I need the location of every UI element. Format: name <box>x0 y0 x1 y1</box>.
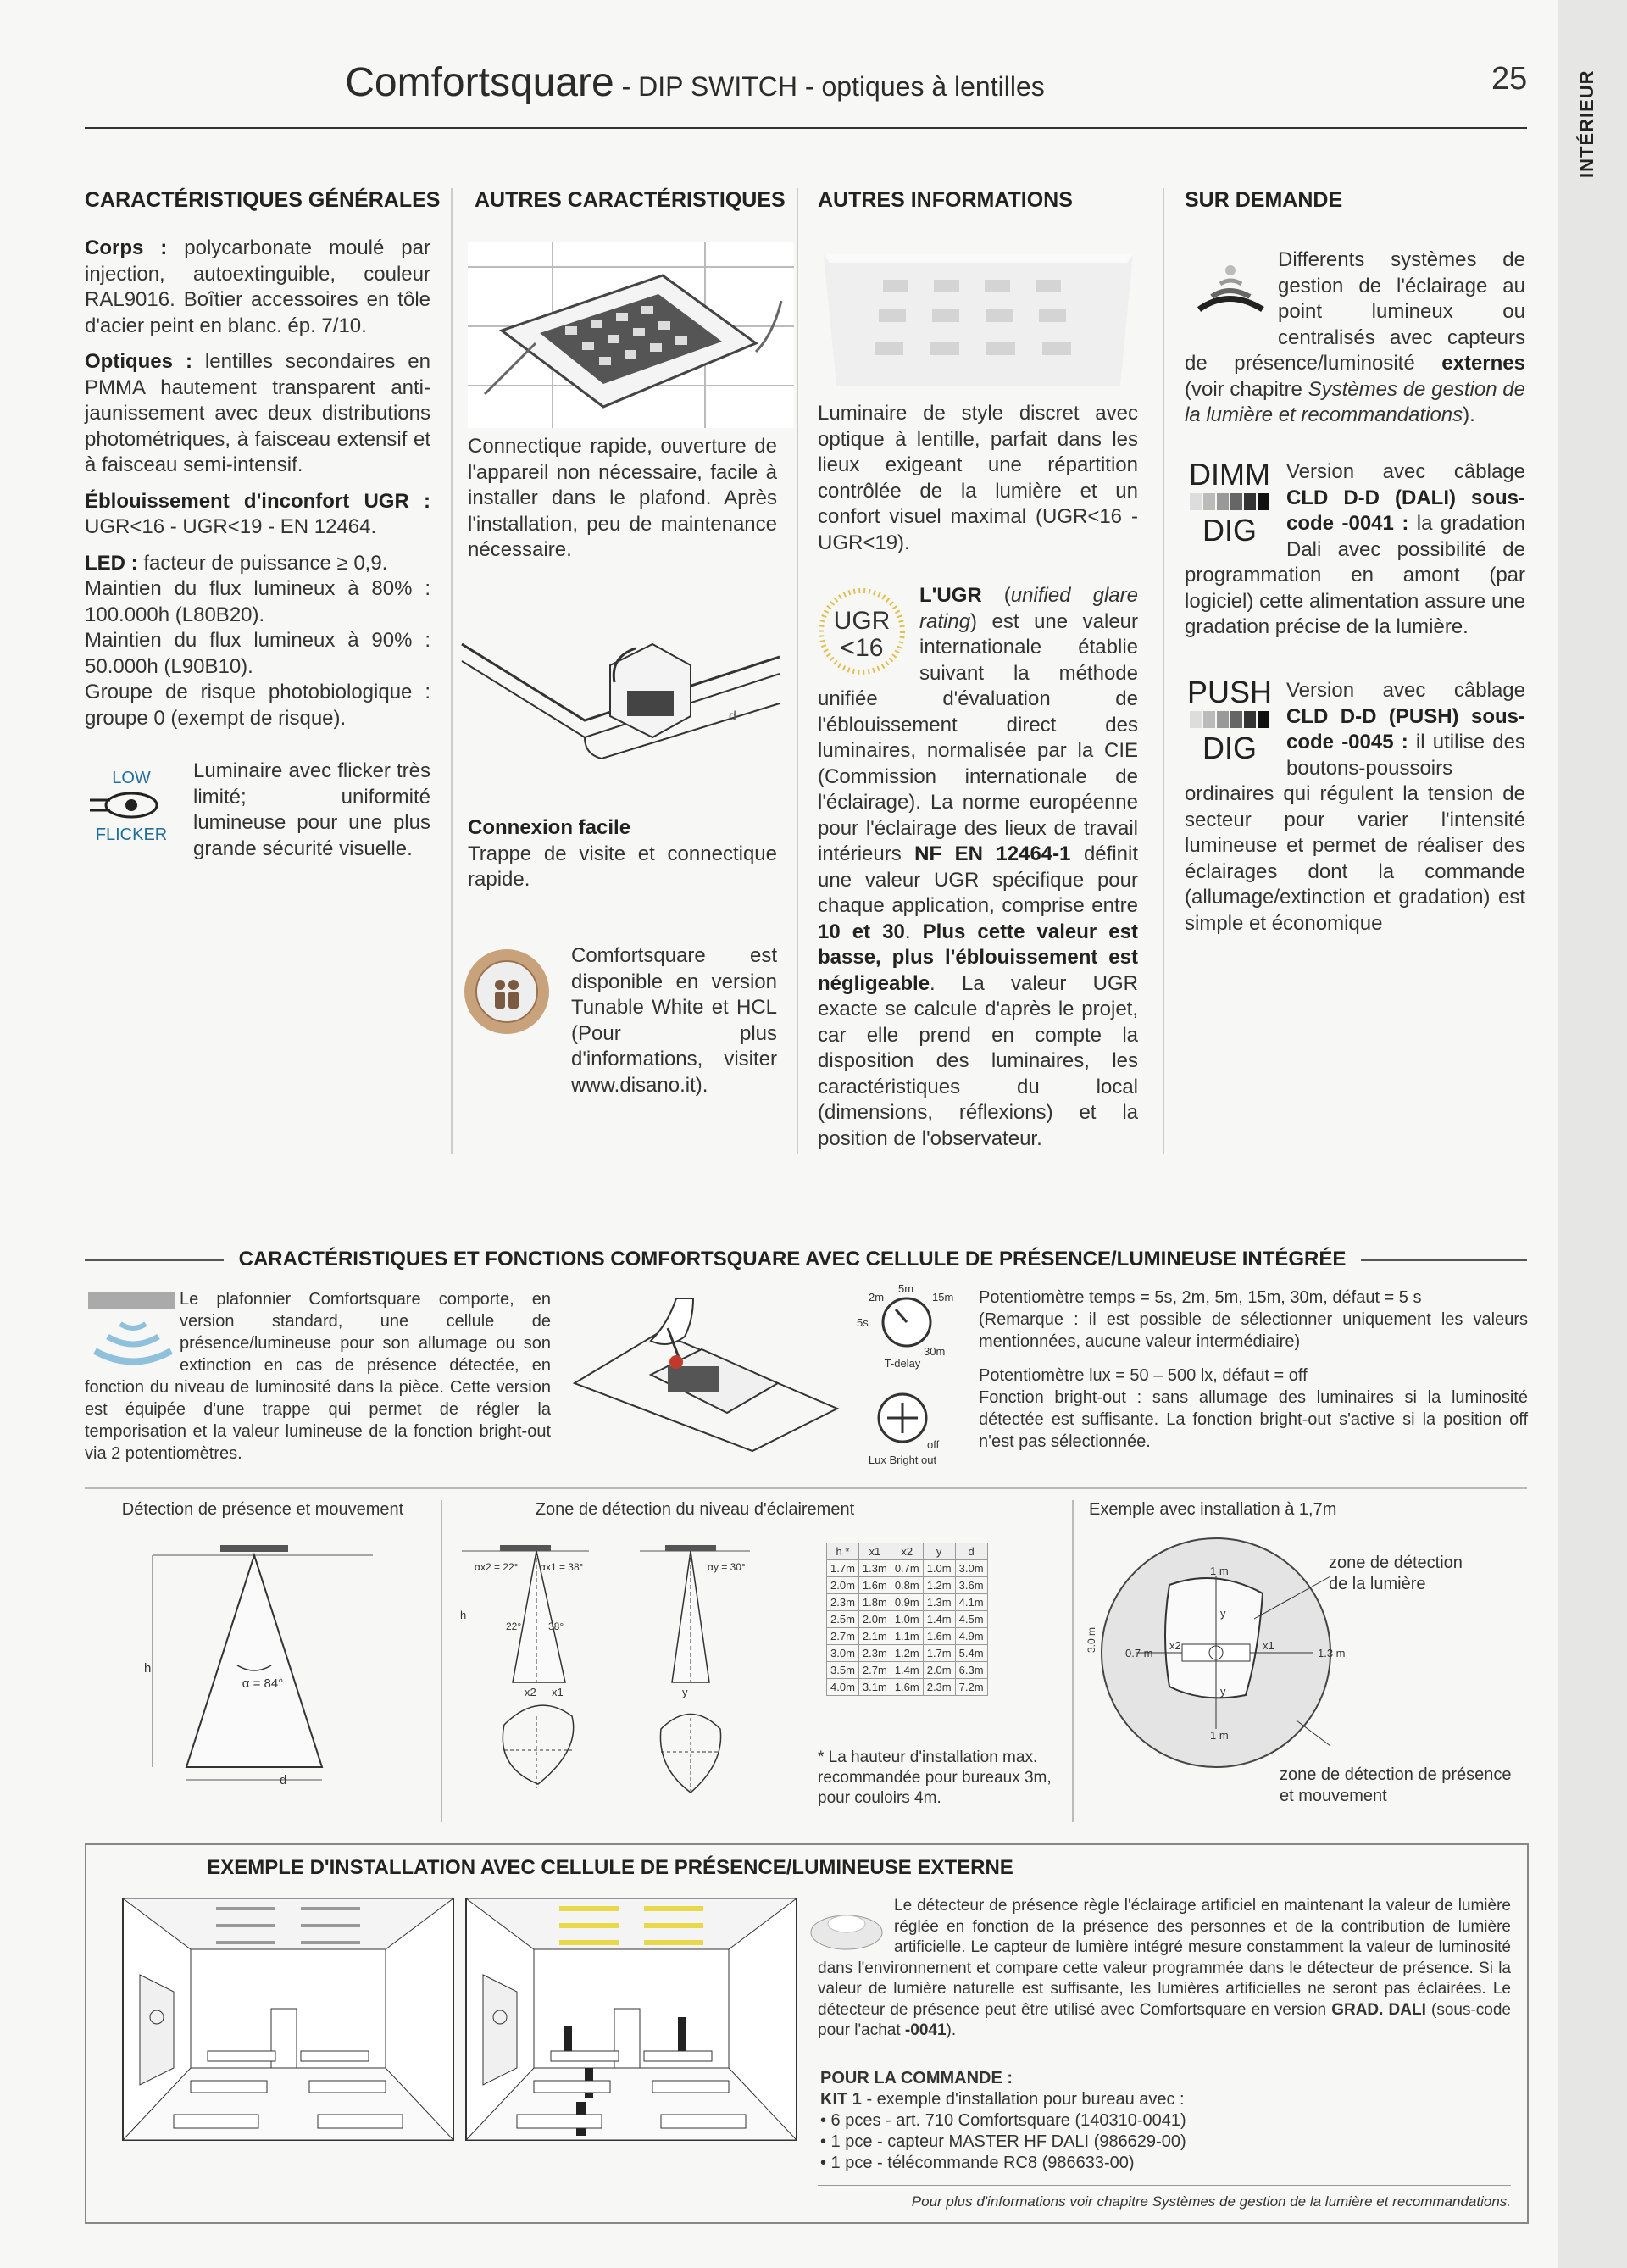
table-cell: 4.1m <box>955 1594 987 1611</box>
table-cell: 3.6m <box>955 1577 987 1594</box>
table-cell: 2.5m <box>827 1611 859 1628</box>
table-header-cell: y <box>923 1543 955 1560</box>
section2-intro: Le plafonnier Comfortsquare comporte, en version standard, une cellule de présence/lumineuse pour son allumage ou son extinction en cas de présence détectée, en fonction du niveau de luminosité dans la pièce. Cette version est équipée d'une trappe qui permet de régler la temporisation et la valeur lumineuse de la fonction bright-out via 2 potentiomètres. <box>85 1290 551 1463</box>
ugr-explanation: L'UGR (unified glare rating) est une valeur internationale établie suivant la méthode unifiée d'évaluation de l'éblouissement direct des luminaires, normalisée par la CIE (Commission internationale de l'éclairage). La norme européenne pour l'éclairage des lieux de travail intérieurs NF EN 12464-1 définit une valeur UGR spécifique pour chaque application, comprise entre 10 et 30. Plus cette valeur est basse, plus l'éblouissement est négligeable. La valeur UGR exacte se calcule d'après le projet, car elle prend en compte la disposition des luminaires, les caractéristiques du local (dimensions, réflexions) et la position de l'observateur. <box>818 584 1138 1150</box>
table-cell: 3.1m <box>858 1679 891 1696</box>
svg-text:d: d <box>729 709 736 724</box>
svg-text:UGR: UGR <box>833 607 891 635</box>
table-cell: 2.0m <box>827 1577 859 1594</box>
table-cell: 2.3m <box>923 1679 955 1696</box>
table-row <box>827 1645 988 1662</box>
svg-text:15m: 15m <box>932 1291 954 1304</box>
table-cell: 1.0m <box>923 1560 955 1577</box>
svg-text:x1: x1 <box>1263 1639 1274 1652</box>
table-cell: 2.3m <box>827 1594 859 1611</box>
table-row <box>827 1611 988 1628</box>
svg-text:h: h <box>144 1661 152 1676</box>
table-cell: 2.7m <box>858 1662 891 1679</box>
table-cell: 5.4m <box>955 1645 987 1662</box>
col-divider <box>451 188 453 1154</box>
sensor-text: Differents systèmes de gestion de l'éclairage au point lumineux ou centralisés avec capteurs de présence/luminosité externes (voir chapitre Systèmes de gestion de la lumière et recommandations). <box>1185 248 1525 426</box>
svg-text:22°: 22° <box>506 1620 522 1632</box>
side-tab <box>1558 0 1627 2268</box>
col-divider <box>1163 188 1164 1154</box>
trap-drawing <box>566 1281 846 1451</box>
table-header-row <box>827 1543 988 1560</box>
table-row <box>827 1560 988 1577</box>
order-block: POUR LA COMMANDE : KIT 1 - exemple d'installation pour bureau avec : • 6 pces - art. 710 Comfortsquare (140310-0041) • 1 pce - capteur MASTER HF DALI (986629-00) • 1 pce - télécommande RC8 (986633-00) <box>820 2069 1186 2172</box>
detection-table <box>826 1543 988 1696</box>
table-cell: 2.0m <box>858 1611 891 1628</box>
svg-text:y: y <box>682 1686 688 1698</box>
diagram-divider <box>441 1500 442 1822</box>
svg-text:3.0 m: 3.0 m <box>1086 1626 1097 1653</box>
page-number: 25 <box>1491 61 1528 97</box>
table-cell: 4.9m <box>955 1628 987 1645</box>
detection-zones-diagram <box>1085 1526 1346 1771</box>
col3-intro: Luminaire de style discret avec optique à lentille, parfait dans les lieux exigeant une répartition contrôlée de la lumière et un confort visuel maximal (UGR<16 - UGR<19). <box>818 402 1138 554</box>
col-divider <box>797 188 798 1154</box>
svg-text:α = 84°: α = 84° <box>242 1676 284 1691</box>
table-row <box>827 1662 988 1679</box>
col1-body: Corps : polycarbonate moulé par injection, autoextinguible, couleur RAL9016. Boîtier accessoires en tôle d'acier peint en blanc. ép. 7/10. Optiques : lentilles secondaires en PMMA hautement transparent anti-jaunissement avec deux distributions photométriques, à faisceau extensif et à faisceau semi-intensif. Éblouissement d'inconfort UGR : UGR<16 - UGR<19 - EN 12464. LED : facteur de puissance ≥ 0,9. Maintien du flux lumineux à 80% : 100.000h (L80B20). Maintien du flux lumineux à 90% : 50.000h (L90B10). Groupe de risque photobiologique : groupe 0 (exempt de risque). <box>85 236 430 730</box>
connexion-block: Connexion facile Trappe de visite et connectique rapide. <box>468 816 777 891</box>
table-cell: 1.8m <box>858 1594 891 1611</box>
footnote: Pour plus d'informations voir chapitre Systèmes de gestion de la lumière et recommandations. <box>911 2193 1511 2210</box>
presence-cone-diagram <box>119 1530 407 1801</box>
table-header-cell: x1 <box>858 1543 891 1560</box>
col4-heading: SUR DEMANDE <box>1185 188 1343 212</box>
table-row <box>827 1679 988 1696</box>
table-header-cell: x2 <box>891 1543 923 1560</box>
table-cell: 1.7m <box>923 1645 955 1662</box>
table-cell: 1.6m <box>923 1628 955 1645</box>
push-text: Version avec câblage CLD D-D (PUSH) sous-code -0045 : il utilise des boutons-poussoirs ordinaires qui régulent la tension de secteur pour varier l'intensité lumineuse et permet de réaliser des éclairages dont la commande (allumage/extinction et gradation) est simple et économique <box>1185 679 1525 935</box>
table-cell: 1.3m <box>923 1594 955 1611</box>
table-row <box>827 1577 988 1594</box>
footnote-rule <box>818 2185 1511 2186</box>
table-header-cell: h * <box>827 1543 859 1560</box>
section3-heading: EXEMPLE D'INSTALLATION AVEC CELLULE DE PRÉSENCE/LUMINEUSE EXTERNE <box>207 1856 1013 1879</box>
diagram3-title: Exemple avec installation à 1,7m <box>1089 1500 1337 1519</box>
t-delay-dial <box>852 1284 962 1369</box>
table-cell: 1.3m <box>858 1560 891 1577</box>
svg-text:30m: 30m <box>924 1345 946 1358</box>
office-occupied-illustration <box>466 1898 797 2140</box>
table-cell: 1.4m <box>923 1611 955 1628</box>
luminaire-photo <box>815 242 1141 398</box>
svg-text:y: y <box>1220 1607 1226 1620</box>
table-note: * La hauteur d'installation max. recommandée pour bureaux 3m, pour couloirs 4m. <box>818 1748 1052 1807</box>
illuminance-zone-diagram <box>453 1530 818 1809</box>
table-cell: 1.7m <box>827 1560 859 1577</box>
table-cell: 1.2m <box>891 1645 923 1662</box>
svg-text:T-delay: T-delay <box>884 1357 921 1370</box>
svg-text:2m: 2m <box>869 1291 885 1304</box>
svg-text:<16: <16 <box>840 634 884 662</box>
col3-heading: AUTRES INFORMATIONS <box>818 188 1073 212</box>
svg-text:d: d <box>280 1773 287 1787</box>
diagram1-title: Détection de présence et mouvement <box>121 1500 404 1519</box>
svg-text:DIMM: DIMM <box>1189 457 1270 492</box>
svg-text:1 m: 1 m <box>1210 1729 1229 1742</box>
svg-text:LOW: LOW <box>112 769 151 787</box>
diagram2-title: Zone de détection du niveau d'éclairement <box>535 1500 855 1519</box>
col1-heading: CARACTÉRISTIQUES GÉNÉRALES <box>85 188 441 212</box>
table-cell: 1.6m <box>891 1679 923 1696</box>
side-tab-label: INTÉRIEUR <box>1576 69 1597 178</box>
table-cell: 0.7m <box>891 1560 923 1577</box>
table-cell: 3.0m <box>955 1560 987 1577</box>
zone-presence-label: zone de détection de présence et mouvement <box>1280 1765 1512 1805</box>
svg-text:αy = 30°: αy = 30° <box>708 1561 746 1573</box>
table-cell: 4.0m <box>827 1679 859 1696</box>
svg-text:h: h <box>460 1609 467 1621</box>
table-cell: 1.1m <box>891 1628 923 1645</box>
table-cell: 4.5m <box>955 1611 987 1628</box>
svg-text:x1: x1 <box>552 1686 564 1698</box>
diagram-rule <box>85 1487 1527 1489</box>
svg-text:PUSH: PUSH <box>1186 675 1273 709</box>
svg-text:x2: x2 <box>525 1686 536 1698</box>
zone-light-label: zone de détection de la lumière <box>1329 1554 1463 1593</box>
ceiling-install-image <box>468 242 794 428</box>
table-cell: 0.9m <box>891 1594 923 1611</box>
potentiometer-text: Potentiomètre temps = 5s, 2m, 5m, 15m, 30m, défaut = 5 s (Remarque : il est possible de sélectionner uniquement les valeurs mentionnées, aucune valeur intermédiaire) Potentiomètre lux = 50 – 500 lx, défaut = off Fonction bright-out : sans allumage des luminaires si la luminosité détectée est suffisante. La fonction bright-out s'active si la position off n'est pas sélectionnée. <box>979 1288 1528 1451</box>
lux-dial <box>864 1386 949 1466</box>
table-cell: 3.5m <box>827 1662 859 1679</box>
flicker-text: Luminaire avec flicker très limité; uniformité lumineuse pour une plus grande sécurité visuelle. <box>193 759 430 860</box>
svg-text:Lux Bright out: Lux Bright out <box>868 1454 937 1466</box>
table-cell: 1.2m <box>923 1577 955 1594</box>
dali-text: Version avec câblage CLD D-D (DALI) sous-code -0041 : la gradation Dali avec possibilité de programmation en amont (par logiciel) cette alimentation assure une gradation précise de la lumière. <box>1185 460 1525 638</box>
svg-text:αx2 = 22°: αx2 = 22° <box>475 1561 519 1573</box>
svg-text:5s: 5s <box>857 1316 869 1329</box>
svg-text:y: y <box>1220 1685 1226 1698</box>
table-cell: 2.7m <box>827 1628 859 1645</box>
svg-text:off: off <box>927 1438 940 1451</box>
svg-text:αx1 = 38°: αx1 = 38° <box>540 1561 584 1573</box>
table-cell: 2.3m <box>858 1645 891 1662</box>
low-flicker-icon <box>85 766 178 844</box>
table-row <box>827 1594 988 1611</box>
svg-text:0.7 m: 0.7 m <box>1125 1647 1153 1659</box>
table-cell: 1.4m <box>891 1662 923 1679</box>
section3-text: Le détecteur de présence règle l'éclairage artificiel en maintenant la valeur de lumière réglée en fonction de la présence des personnes et de la contribution de lumière artificielle. Le capteur de lumière intégré mesure constamment la valeur de luminosité dans l'environnement et compare cette valeur programmée dans le détecteur de présence. Si la valeur de lumière naturelle est suffisante, les lumières artificielles ne seront pas éclairées. Le détecteur de présence peut être utilisé avec Comfortsquare en version GRAD. DALI (sous-code pour l'achat -0041). <box>818 1897 1511 2039</box>
table-cell: 2.1m <box>858 1628 891 1645</box>
office-empty-illustration <box>123 1898 453 2140</box>
connector-drawing <box>458 610 784 797</box>
table-row <box>827 1628 988 1645</box>
svg-text:38°: 38° <box>548 1620 564 1632</box>
table-cell: 3.0m <box>827 1645 859 1662</box>
svg-text:1 m: 1 m <box>1210 1565 1229 1577</box>
table-header-cell: d <box>955 1543 987 1560</box>
svg-text:DIG: DIG <box>1202 513 1258 548</box>
svg-text:1.3 m: 1.3 m <box>1318 1647 1346 1659</box>
svg-text:DIG: DIG <box>1202 731 1258 765</box>
svg-text:5m: 5m <box>898 1282 914 1295</box>
connect-text: Connectique rapide, ouverture de l'appareil non nécessaire, facile à installer dans le plafond. Après l'installation, peu de maintenance nécessaire. <box>468 435 777 561</box>
table-cell: 0.8m <box>891 1577 923 1594</box>
section2-heading: CARACTÉRISTIQUES ET FONCTIONS COMFORTSQUARE AVEC CELLULE DE PRÉSENCE/LUMINEUSE INTÉGRÉE <box>186 1248 1398 1271</box>
header-rule <box>85 127 1527 129</box>
table-cell: 2.0m <box>923 1662 955 1679</box>
table-cell: 6.3m <box>955 1662 987 1679</box>
svg-text:FLICKER: FLICKER <box>95 825 168 844</box>
table-cell: 1.0m <box>891 1611 923 1628</box>
table-cell: 1.6m <box>858 1577 891 1594</box>
diagram-divider <box>1072 1500 1074 1822</box>
col2-heading: AUTRES CARACTÉRISTIQUES <box>475 188 786 212</box>
svg-text:x2: x2 <box>1169 1639 1181 1652</box>
table-cell: 7.2m <box>955 1679 987 1696</box>
tunable-text: Comfortsquare est disponible en version Tunable White et HCL (Pour plus d'informations, visiter www.disano.it). <box>571 944 777 1097</box>
page-title: Comfortsquare - DIP SWITCH - optiques à lentilles <box>345 60 1045 105</box>
